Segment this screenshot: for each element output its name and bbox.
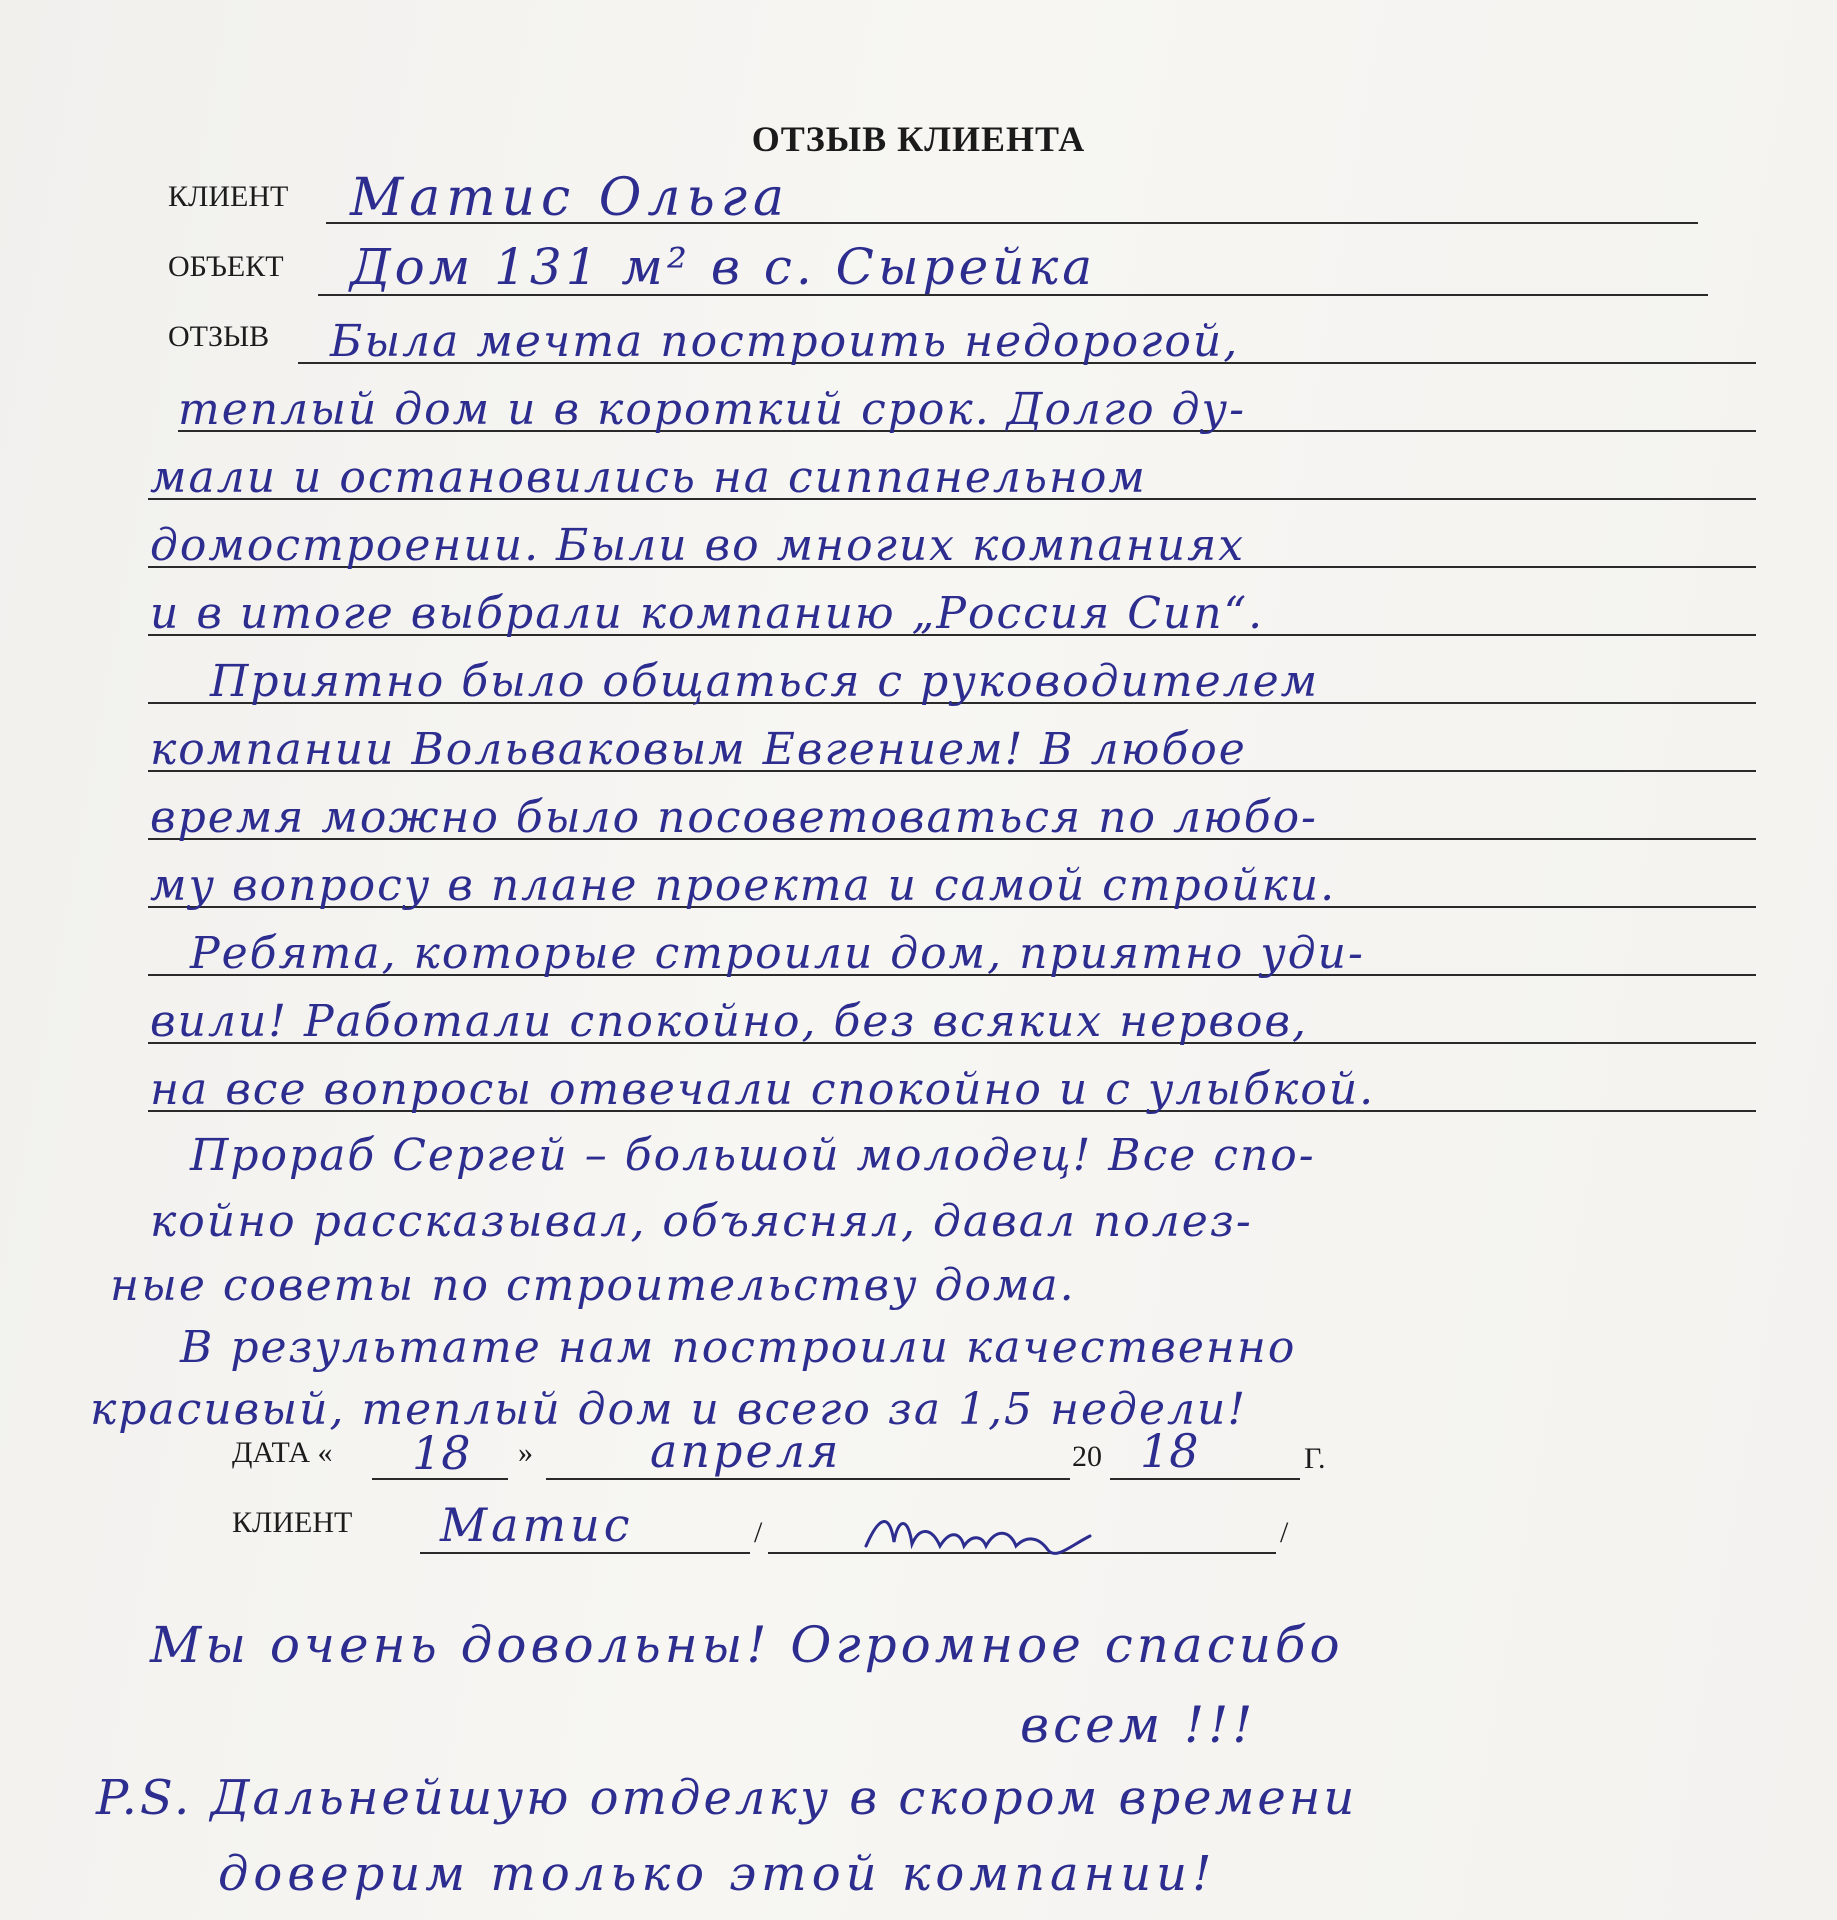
review-text-line: время можно было посоветоваться по любо- <box>150 792 1318 843</box>
date-close-quote: » <box>518 1436 533 1469</box>
date-day-handwritten: 18 <box>412 1426 471 1480</box>
review-text-line: компании Вольваковым Евгением! В любое <box>150 724 1247 775</box>
client-signature-mark <box>860 1506 1100 1572</box>
client-surname-handwritten: Матис <box>440 1498 634 1552</box>
ps-note: P.S. Дальнейшую отделку в скором времени <box>96 1770 1358 1826</box>
thanks-note-continued: всем !!! <box>1020 1696 1257 1754</box>
review-text-line: мали и остановились на сиппанельном <box>150 452 1147 503</box>
date-year-handwritten: 18 <box>1140 1424 1199 1478</box>
client-surname-line <box>420 1552 750 1554</box>
thanks-note: Мы очень довольны! Огромное спасибо <box>150 1616 1344 1674</box>
review-label: ОТЗЫВ <box>168 320 270 353</box>
review-text-line: и в итоге выбрали компанию „Россия Сип“. <box>150 588 1265 639</box>
review-text-line: му вопросу в плане проекта и самой стройки. <box>150 860 1337 911</box>
year-suffix: Г. <box>1304 1442 1326 1475</box>
form-title: ОТЗЫВ КЛИЕНТА <box>751 119 1086 159</box>
review-text-line: на все вопросы отвечали спокойно и с улыбкой. <box>150 1064 1376 1115</box>
client-label: КЛИЕНТ <box>168 180 289 213</box>
review-text-line: домостроении. Были во многих компаниях <box>150 520 1246 571</box>
review-text-line: койно рассказывал, объяснял, давал полез- <box>150 1196 1253 1247</box>
review-text-line: теплый дом и в короткий срок. Долго ду- <box>178 384 1246 435</box>
date-month-handwritten: апреля <box>650 1424 842 1478</box>
review-text-line: вили! Работали спокойно, без всяких нервов, <box>150 996 1309 1047</box>
date-label: ДАТА « <box>232 1436 333 1469</box>
slash-separator: / <box>1280 1516 1289 1549</box>
review-text-line: Приятно было общаться с руководителем <box>210 656 1320 707</box>
object-label: ОБЪЕКТ <box>168 250 284 283</box>
review-text-line: Была мечта построить недорогой, <box>330 316 1240 367</box>
ps-note-continued: доверим только этой компании! <box>218 1846 1217 1902</box>
client-sign-label: КЛИЕНТ <box>232 1506 353 1539</box>
slash-separator: / <box>754 1516 763 1549</box>
date-month-line <box>546 1478 1070 1480</box>
object-handwritten: Дом 131 м² в с. Сырейка <box>350 238 1097 296</box>
review-text-line: ные советы по строительству дома. <box>110 1260 1076 1311</box>
year-prefix: 20 <box>1072 1440 1102 1473</box>
date-year-line <box>1110 1478 1300 1480</box>
review-text-line: В результате нам построили качественно <box>180 1322 1297 1373</box>
review-text-line: красивый, теплый дом и всего за 1,5 недели! <box>90 1384 1248 1435</box>
review-text-line: Прораб Сергей – большой молодец! Все спо- <box>190 1130 1316 1181</box>
review-text-line: Ребята, которые строили дом, приятно уди- <box>190 928 1365 979</box>
client-name-handwritten: Матис Ольга <box>350 168 791 228</box>
